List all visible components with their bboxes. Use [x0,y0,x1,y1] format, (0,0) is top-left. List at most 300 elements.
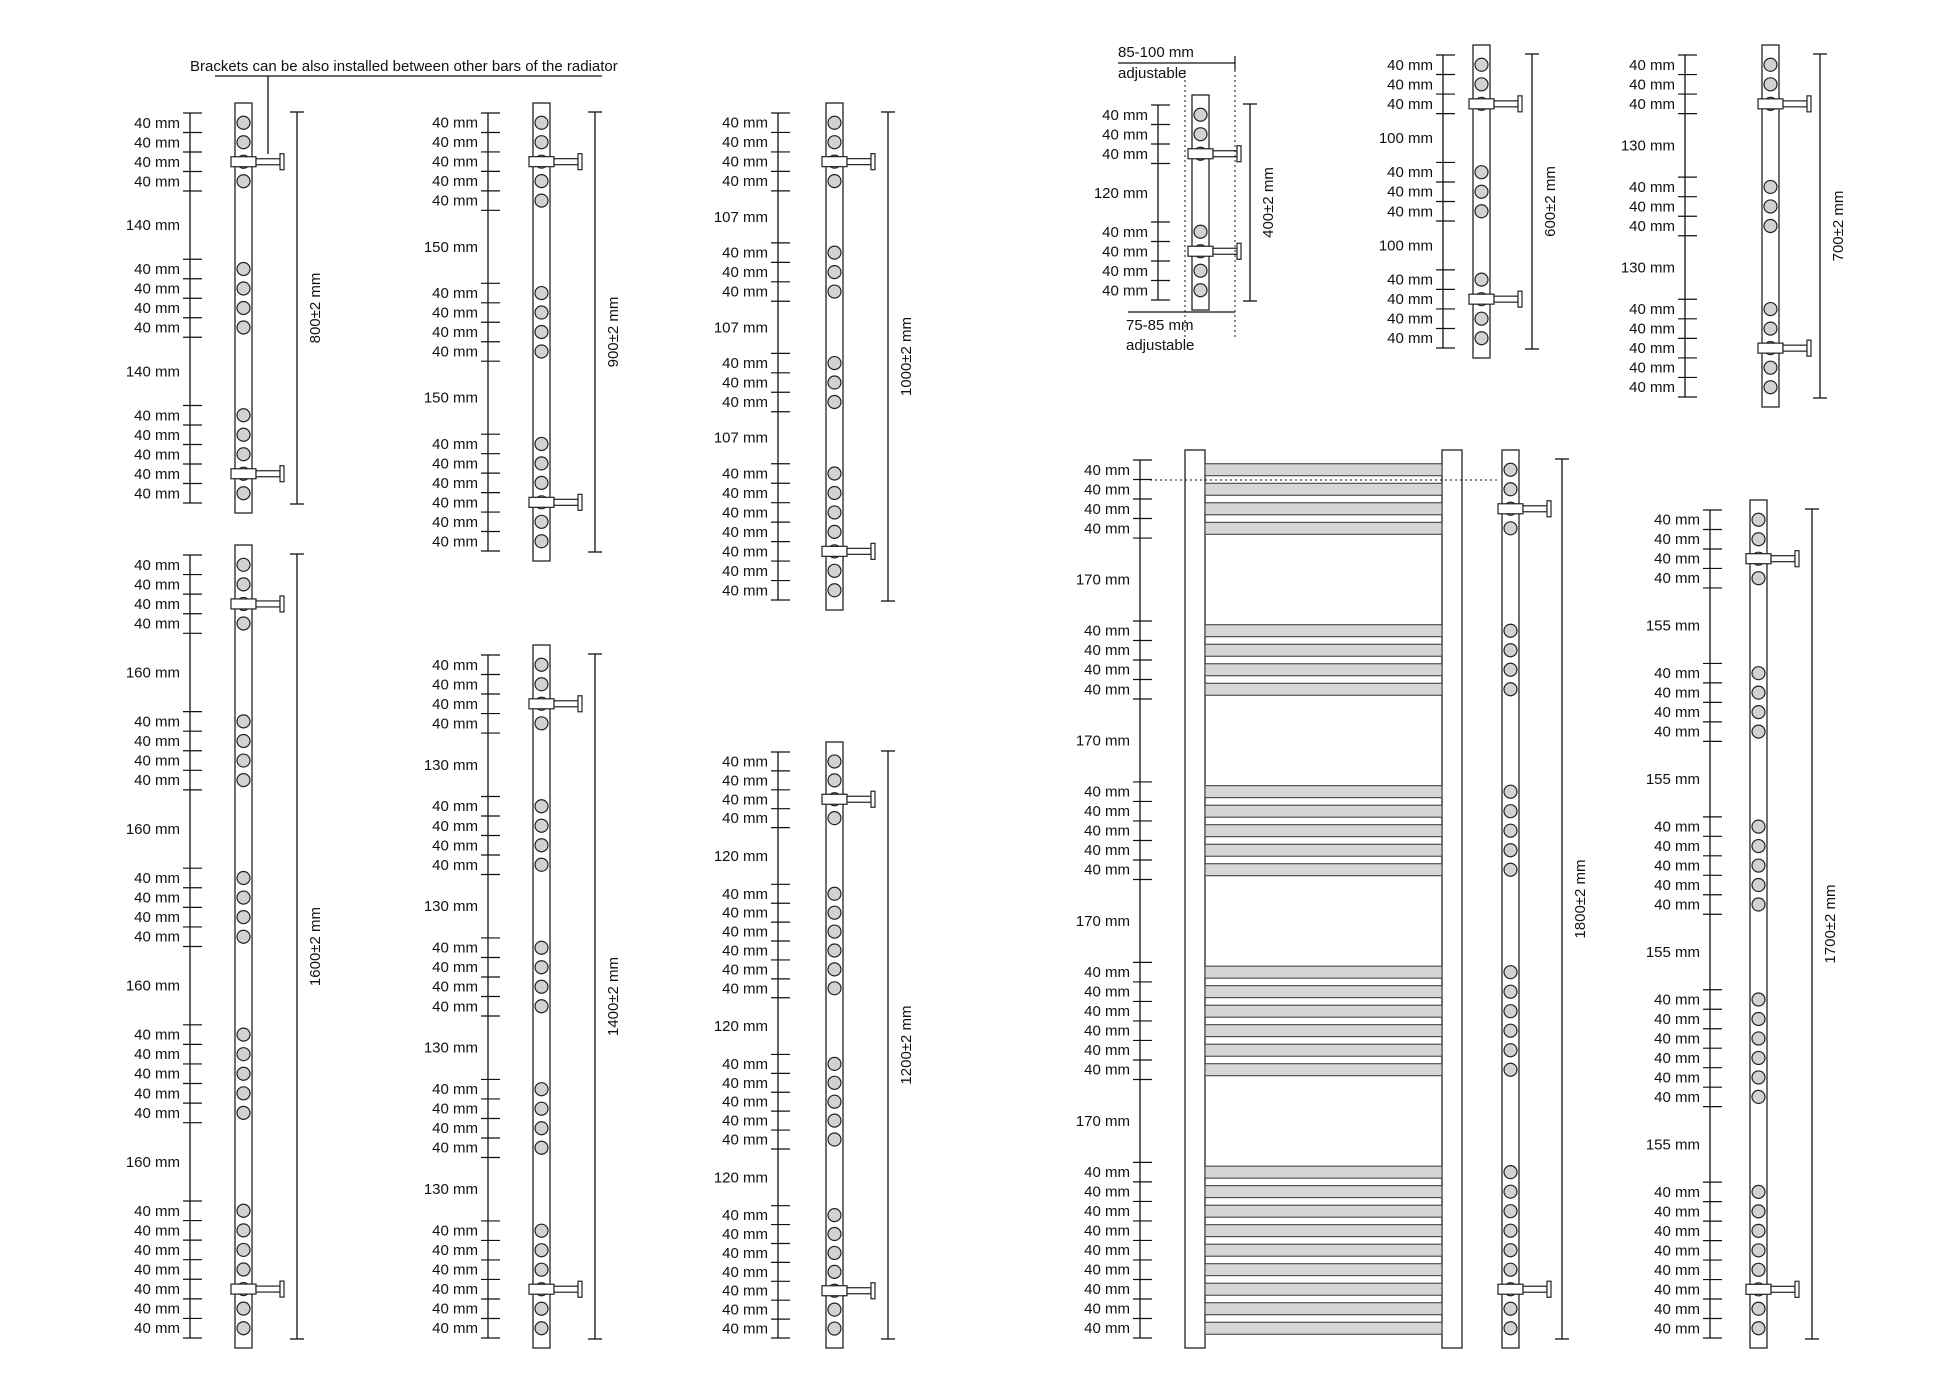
segment-label: 40 mm [1387,164,1433,182]
pipe-hole [535,136,548,149]
segment-label: 140 mm [125,217,180,235]
pipe-hole [535,1122,548,1135]
pipe-hole [1504,1263,1517,1276]
segment-label: 170 mm [1075,1112,1130,1130]
bracket-wall-plate [1547,1281,1551,1297]
segment-label: 40 mm [432,134,478,152]
segment-label: 155 mm [1645,944,1700,962]
segment-label: 40 mm [1629,301,1675,319]
bracket-arm [554,159,578,165]
segment-label: 40 mm [722,1282,768,1300]
crossbar [1205,844,1442,856]
segment-label: 40 mm [134,556,180,574]
pipe-hole [1752,513,1765,526]
crossbar [1205,1244,1442,1256]
segment-label: 40 mm [1654,1183,1700,1201]
side-tube [1473,45,1490,358]
segment-label: 40 mm [134,1104,180,1122]
pipe-hole [1504,824,1517,837]
segment-label: 40 mm [432,959,478,977]
segment-label: 40 mm [1084,1164,1130,1182]
bracket-clamp [231,599,256,609]
crossbar [1205,864,1442,876]
pipe-hole [1475,58,1488,71]
bracket-arm [1523,506,1547,512]
pipe-hole [1764,200,1777,213]
pipe-hole [828,1322,841,1335]
pipe-hole [1752,1322,1765,1335]
segment-label: 40 mm [1387,95,1433,113]
pipe-hole [1752,1012,1765,1025]
segment-label: 40 mm [134,1241,180,1259]
bracket-wall-plate [578,1281,582,1297]
segment-label: 40 mm [134,1320,180,1338]
crossbar [1205,986,1442,998]
segment-label: 40 mm [134,446,180,464]
pipe-hole [828,925,841,938]
pipe-hole [828,357,841,370]
crossbar [1205,1166,1442,1178]
segment-label: 40 mm [432,1261,478,1279]
segment-label: 40 mm [134,1222,180,1240]
segment-label: 40 mm [1654,723,1700,741]
segment-label: 40 mm [432,192,478,210]
bracket-wall-plate [578,494,582,510]
segment-label: 40 mm [1387,330,1433,348]
segment-label: 40 mm [1084,1281,1130,1299]
bracket-wall-plate [578,696,582,712]
bracket-wall-plate [871,154,875,170]
segment-label: 40 mm [1387,183,1433,201]
segment-label: 40 mm [722,582,768,600]
crossbar [1205,503,1442,515]
segment-label: 40 mm [722,283,768,301]
pipe-hole [828,1265,841,1278]
side-tube [1750,500,1767,1348]
bracket-arm [1523,1286,1547,1292]
segment-label: 40 mm [432,656,478,674]
segment-label: 40 mm [432,474,478,492]
segment-label: 40 mm [722,885,768,903]
pipe-hole [1504,985,1517,998]
pipe-hole [1504,624,1517,637]
segment-label: 40 mm [722,1301,768,1319]
pipe-hole [1475,273,1488,286]
pipe-hole [828,1133,841,1146]
segment-label: 40 mm [134,869,180,887]
segment-label: 40 mm [1084,622,1130,640]
pipe-hole [828,136,841,149]
pipe-hole [828,564,841,577]
pipe-hole [1752,686,1765,699]
crossbar [1205,1303,1442,1315]
segment-label: 40 mm [1387,310,1433,328]
segment-label: 40 mm [1629,320,1675,338]
pipe-hole [1752,1071,1765,1084]
segment-label: 40 mm [722,1093,768,1111]
pipe-hole [535,941,548,954]
pipe-hole [828,982,841,995]
segment-label: 40 mm [134,407,180,425]
pipe-hole [237,175,250,188]
segment-label: 40 mm [722,465,768,483]
bracket-wall-plate [1795,1281,1799,1297]
segment-label: 40 mm [1084,1183,1130,1201]
crossbar [1205,683,1442,695]
pipe-hole [237,428,250,441]
bracket-wall-plate [871,1283,875,1299]
segment-label: 40 mm [1084,500,1130,518]
bracket-wall-plate [280,466,284,482]
total-height-label: 1600±2 mm [307,906,324,987]
segment-label: 40 mm [432,304,478,322]
pipe-hole [1504,1166,1517,1179]
bracket-clamp [231,1284,256,1294]
pipe-hole [828,506,841,519]
pipe-hole [1752,1224,1765,1237]
crossbar [1205,483,1442,495]
bracket-wall-plate [280,1281,284,1297]
segment-label: 40 mm [432,676,478,694]
segment-label: 170 mm [1075,912,1130,930]
segment-label: 40 mm [722,1074,768,1092]
pipe-hole [237,1048,250,1061]
pipe-hole [828,116,841,129]
adjust-word-label: adjustable [1126,337,1195,354]
segment-label: 40 mm [432,1320,478,1338]
pipe-hole [1504,1224,1517,1237]
segment-label: 40 mm [134,732,180,750]
segment-label: 40 mm [134,1026,180,1044]
pipe-hole [828,246,841,259]
segment-label: 40 mm [722,904,768,922]
segment-label: 40 mm [432,435,478,453]
pipe-hole [1752,1051,1765,1064]
pipe-hole [1504,1063,1517,1076]
segment-label: 40 mm [1629,95,1675,113]
pipe-hole [535,961,548,974]
segment-label: 40 mm [1084,964,1130,982]
pipe-hole [535,535,548,548]
bracket-arm [256,1286,280,1292]
bracket-wall-plate [1518,291,1522,307]
segment-label: 40 mm [432,1242,478,1260]
pipe-hole [828,963,841,976]
pipe-hole [1764,220,1777,233]
bracket-arm [1771,1286,1795,1292]
pipe-hole [1752,859,1765,872]
pipe-hole [1752,1090,1765,1103]
segment-label: 40 mm [1629,178,1675,196]
pipe-hole [1752,1185,1765,1198]
segment-label: 170 mm [1075,732,1130,750]
pipe-hole [535,1302,548,1315]
pipe-hole [828,1303,841,1316]
segment-label: 40 mm [1654,1300,1700,1318]
segment-label: 40 mm [432,1139,478,1157]
segment-label: 40 mm [1654,704,1700,722]
pipe-hole [1475,166,1488,179]
segment-label: 40 mm [722,810,768,828]
segment-label: 40 mm [432,798,478,816]
pipe-hole [1504,1024,1517,1037]
segment-label: 40 mm [1084,861,1130,879]
segment-label: 40 mm [1387,203,1433,221]
bracket-arm [1783,345,1807,351]
pipe-hole [237,321,250,334]
segment-label: 40 mm [722,484,768,502]
segment-label: 40 mm [722,244,768,262]
segment-label: 155 mm [1645,1136,1700,1154]
segment-label: 40 mm [1654,531,1700,549]
pipe-hole [1752,706,1765,719]
pipe-hole [237,871,250,884]
bracket-arm [256,159,280,165]
pipe-hole [535,457,548,470]
bracket-clamp [822,1286,847,1296]
segment-label: 120 mm [713,1169,768,1187]
segment-label: 40 mm [1654,1088,1700,1106]
bracket-arm [847,1288,871,1294]
pipe-hole [237,1087,250,1100]
pipe-hole [1752,667,1765,680]
crossbar [1205,1005,1442,1017]
segment-label: 160 mm [125,664,180,682]
pipe-hole [1764,78,1777,91]
pipe-hole [1752,1302,1765,1315]
pipe-hole [828,1057,841,1070]
segment-label: 40 mm [1654,1069,1700,1087]
segment-label: 40 mm [432,1081,478,1099]
bracket-wall-plate [280,596,284,612]
segment-label: 40 mm [1387,291,1433,309]
pipe-hole [1764,58,1777,71]
pipe-hole [237,930,250,943]
pipe-hole [237,1224,250,1237]
segment-label: 40 mm [1654,1242,1700,1260]
bracket-wall-plate [578,154,582,170]
segment-label: 40 mm [1084,1300,1130,1318]
bracket-clamp [1746,554,1771,564]
segment-label: 40 mm [432,978,478,996]
segment-label: 40 mm [432,513,478,531]
bracket-clamp [1498,504,1523,514]
pipe-hole [828,175,841,188]
bracket-arm [256,601,280,607]
segment-label: 40 mm [1102,282,1148,300]
segment-label: 40 mm [134,173,180,191]
bracket-clamp [529,157,554,167]
pipe-hole [237,1106,250,1119]
segment-label: 40 mm [722,504,768,522]
bracket-wall-plate [871,791,875,807]
segment-label: 40 mm [1654,1010,1700,1028]
bracket-arm [1494,296,1518,302]
pipe-hole [1194,264,1207,277]
segment-label: 130 mm [423,1039,478,1057]
segment-label: 40 mm [432,837,478,855]
segment-label: 40 mm [1387,56,1433,74]
segment-label: 130 mm [423,898,478,916]
segment-label: 40 mm [722,791,768,809]
pipe-hole [535,116,548,129]
side-tube [533,645,550,1348]
segment-label: 40 mm [432,153,478,171]
pipe-hole [237,558,250,571]
segment-label: 120 mm [1093,184,1148,202]
segment-label: 40 mm [1084,461,1130,479]
pipe-hole [1504,805,1517,818]
pipe-hole [535,819,548,832]
segment-label: 40 mm [1084,1003,1130,1021]
bracket-arm [1213,248,1237,254]
segment-label: 40 mm [1084,661,1130,679]
pipe-hole [828,395,841,408]
segment-label: 40 mm [722,1131,768,1149]
segment-label: 40 mm [722,1320,768,1338]
pipe-hole [1752,1244,1765,1257]
pipe-hole [535,658,548,671]
crossbar [1205,1225,1442,1237]
segment-label: 40 mm [134,928,180,946]
segment-label: 40 mm [432,285,478,303]
bracket-clamp [1746,1284,1771,1294]
crossbar [1205,1044,1442,1056]
segment-label: 150 mm [423,389,478,407]
segment-label: 40 mm [134,134,180,152]
pipe-hole [535,678,548,691]
pipe-hole [1194,284,1207,297]
pipe-hole [535,1322,548,1335]
bracket-clamp [822,794,847,804]
segment-label: 40 mm [1084,822,1130,840]
pipe-hole [535,1224,548,1237]
bracket-wall-plate [1795,551,1799,567]
pipe-hole [535,1000,548,1013]
pipe-hole [237,1302,250,1315]
segment-label: 40 mm [134,713,180,731]
adjust-range-label: 85-100 mm [1118,44,1194,61]
total-height-label: 700±2 mm [1830,190,1847,262]
segment-label: 40 mm [432,998,478,1016]
pipe-hole [535,476,548,489]
pipe-hole [1504,863,1517,876]
segment-label: 40 mm [722,562,768,580]
pipe-hole [828,944,841,957]
crossbar [1205,625,1442,637]
bracket-clamp [529,497,554,507]
segment-label: 40 mm [1654,1203,1700,1221]
segment-label: 140 mm [125,363,180,381]
pipe-hole [1504,644,1517,657]
pipe-hole [1504,844,1517,857]
pipe-hole [237,911,250,924]
bracket-wall-plate [871,543,875,559]
segment-label: 40 mm [1629,340,1675,358]
segment-label: 40 mm [134,114,180,132]
segment-label: 160 mm [125,821,180,839]
pipe-hole [535,858,548,871]
segment-label: 40 mm [1102,243,1148,261]
pipe-hole [535,800,548,813]
segment-label: 40 mm [722,980,768,998]
pipe-hole [237,409,250,422]
segment-label: 40 mm [1654,665,1700,683]
bracket-clamp [822,546,847,556]
pipe-hole [237,282,250,295]
pipe-hole [1504,966,1517,979]
pipe-hole [1752,572,1765,585]
bracket-arm [1494,101,1518,107]
pipe-hole [1764,322,1777,335]
total-height-label: 1800±2 mm [1572,859,1589,939]
segment-label: 120 mm [713,1018,768,1036]
segment-label: 40 mm [134,889,180,907]
segment-label: 40 mm [722,1263,768,1281]
segment-label: 40 mm [134,595,180,613]
bracket-wall-plate [1518,96,1522,112]
segment-label: 40 mm [1084,1261,1130,1279]
pipe-hole [237,891,250,904]
segment-label: 40 mm [722,961,768,979]
segment-label: 40 mm [134,465,180,483]
bracket-wall-plate [1547,501,1551,517]
segment-label: 40 mm [1629,379,1675,397]
pipe-hole [237,302,250,315]
segment-label: 40 mm [432,817,478,835]
pipe-hole [1504,1005,1517,1018]
right-side-tube [1442,450,1462,1348]
bracket-arm [554,499,578,505]
pipe-hole [1752,820,1765,833]
pipe-hole [1475,185,1488,198]
pipe-hole [828,584,841,597]
pipe-hole [1764,180,1777,193]
segment-label: 40 mm [432,695,478,713]
pipe-hole [1194,225,1207,238]
segment-label: 40 mm [1629,56,1675,74]
pipe-hole [535,1244,548,1257]
pipe-hole [535,437,548,450]
pipe-hole [828,525,841,538]
segment-label: 40 mm [1654,570,1700,588]
segment-label: 160 mm [125,977,180,995]
segment-label: 40 mm [1654,1222,1700,1240]
pipe-hole [1752,898,1765,911]
pipe-hole [535,194,548,207]
segment-label: 40 mm [134,280,180,298]
segment-label: 40 mm [1654,550,1700,568]
segment-label: 40 mm [1102,262,1148,280]
segment-label: 40 mm [1084,681,1130,699]
bracket-wall-plate [1237,146,1241,162]
pipe-hole [535,1263,548,1276]
pipe-hole [828,755,841,768]
segment-label: 40 mm [1084,481,1130,499]
segment-label: 40 mm [134,300,180,317]
segment-label: 40 mm [1084,983,1130,1001]
segment-label: 40 mm [432,455,478,473]
segment-label: 40 mm [722,374,768,392]
segment-label: 160 mm [125,1153,180,1171]
pipe-hole [237,1067,250,1080]
segment-label: 40 mm [1387,76,1433,94]
segment-label: 40 mm [1102,126,1148,144]
segment-label: 130 mm [1620,137,1675,155]
pipe-hole [237,1028,250,1041]
crossbar [1205,1205,1442,1217]
segment-label: 40 mm [1084,642,1130,660]
